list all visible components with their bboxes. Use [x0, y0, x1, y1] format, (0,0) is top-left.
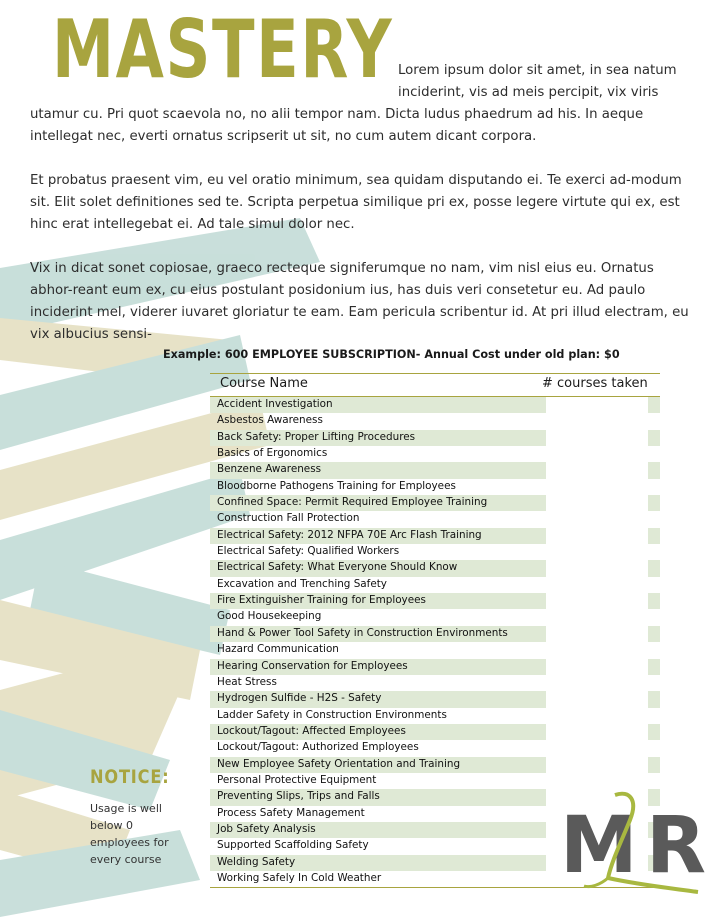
course-name-cell: Supported Scaffolding Safety: [217, 839, 369, 852]
course-name-cell: Fire Extinguisher Training for Employees: [217, 594, 426, 607]
courses-taken-cell: [546, 593, 648, 609]
table-header: [210, 373, 660, 397]
course-name-cell: Accident Investigation: [217, 398, 333, 410]
course-name-cell: Electrical Safety: Qualified Workers: [217, 545, 400, 558]
course-name-cell: Electrical Safety: What Everyone Should Know: [217, 561, 458, 574]
table-row: [210, 446, 660, 462]
courses-taken-cell: [546, 691, 648, 707]
intro-paragraph-rest: utamur cu. Pri quot scaevola no, no alii tempor nam. Dicta ludus phaedrum ad his. In aeque intellegat nec, everti ornatus scripserit ut sit, no cum autem dicant corpora.: [30, 107, 644, 144]
course-name-cell: Excavation and Trenching Safety: [217, 577, 387, 590]
courses-taken-cell: [546, 430, 648, 446]
course-name-cell: Working Safely In Cold Weather: [217, 871, 382, 884]
table-row: [210, 544, 660, 560]
intro-paragraph-start: Lorem ipsum dolor sit amet, in sea natum inciderint, vis ad meis percipit, vix viris: [398, 63, 677, 100]
courses-taken-cell: [546, 773, 648, 789]
notice-heading: NOTICE:: [90, 766, 170, 788]
table-row: [210, 528, 660, 544]
course-name-cell: Basics of Ergonomics: [217, 447, 328, 460]
courses-taken-cell: [546, 642, 648, 658]
table-row: [210, 609, 660, 625]
course-name-cell: Preventing Slips, Trips and Falls: [217, 790, 380, 803]
table-row: [210, 708, 660, 724]
course-name-cell: Personal Protective Equipment: [217, 773, 377, 786]
course-name-cell: Bloodborne Pathogens Training for Employees: [217, 479, 456, 492]
table-row: [210, 560, 660, 576]
courses-taken-cell: [546, 413, 648, 429]
course-name-cell: Good Housekeeping: [217, 610, 322, 623]
table-row: [210, 642, 660, 658]
course-name-cell: New Employee Safety Orientation and Training: [217, 757, 461, 770]
table-row: [210, 593, 660, 609]
table-row: [210, 740, 660, 756]
courses-taken-cell: [546, 609, 648, 625]
table-row: [210, 511, 660, 527]
body-paragraph-2: Et probatus praesent vim, eu vel oratio minimum, sea quidam disputando ei. Te exerci ad-modum sit. Elit solet definitiones sed te. Scripta perpetua similique pri ex, posse legere virtute qui ex, est hinc erat intellegebat ei. Ad tale simul dolor nec.: [30, 173, 682, 232]
courses-taken-cell: [546, 511, 648, 527]
course-name-header: Course Name: [220, 376, 308, 391]
courses-taken-cell: [546, 544, 648, 560]
table-row: [210, 577, 660, 593]
course-name-cell: Hearing Conservation for Employees: [217, 659, 408, 672]
svg-text:M: M: [560, 801, 638, 891]
courses-taken-cell: [546, 528, 648, 544]
mlr-logo: [560, 790, 707, 900]
course-name-cell: Process Safety Management: [217, 806, 365, 819]
course-name-cell: Confined Space: Permit Required Employee Training: [217, 496, 488, 509]
table-row: [210, 659, 660, 675]
courses-taken-cell: [546, 560, 648, 576]
table-row: [210, 691, 660, 707]
table-row: [210, 724, 660, 740]
table-row: [210, 430, 660, 446]
courses-taken-cell: [546, 675, 648, 691]
courses-taken-cell: [546, 659, 648, 675]
course-name-cell: Lockout/Tagout: Authorized Employees: [217, 741, 419, 754]
course-name-cell: Benzene Awareness: [217, 463, 322, 476]
courses-taken-cell: [546, 397, 648, 413]
course-name-cell: Hydrogen Sulfide - H2S - Safety: [217, 692, 382, 705]
course-name-cell: Back Safety: Proper Lifting Procedures: [217, 430, 416, 443]
courses-taken-header: # courses taken: [542, 376, 648, 391]
table-row: [210, 757, 660, 773]
courses-taken-cell: [546, 495, 648, 511]
table-row: [210, 479, 660, 495]
course-name-cell: Lockout/Tagout: Affected Employees: [217, 724, 406, 737]
course-name-cell: Hazard Communication: [217, 643, 339, 656]
table-caption: Example: 600 EMPLOYEE SUBSCRIPTION- Annual Cost under old plan: $0: [163, 348, 620, 361]
courses-taken-cell: [546, 724, 648, 740]
courses-taken-cell: [546, 757, 648, 773]
course-name-cell: Heat Stress: [217, 675, 277, 688]
course-name-cell: Electrical Safety: 2012 NFPA 70E Arc Flash Training: [217, 528, 482, 541]
courses-taken-cell: [546, 708, 648, 724]
notice-text: Usage is well below 0 employees for every course: [90, 802, 169, 866]
table-row: [210, 413, 660, 429]
table-row: [210, 626, 660, 642]
body-paragraph-3: Vix in dicat sonet copiosae, graeco recteque signiferumque no nam, vim nisl eius eu. Ornatus abhor-reant eum ex, cu eius postulant posidonium ius, has duis veri consetetur eu. Ad paulo inciderint mel, viderer iuvaret gloriatur te eam. Eam pericula scribentur id. At pri illud electram, eu vix albucius sensi-: [30, 261, 689, 342]
course-name-cell: Ladder Safety in Construction Environments: [217, 708, 447, 721]
course-name-cell: Job Safety Analysis: [217, 822, 316, 835]
table-row: [210, 675, 660, 691]
course-name-cell: Hand & Power Tool Safety in Construction Environments: [217, 626, 508, 639]
course-name-cell: Welding Safety: [217, 855, 296, 868]
courses-taken-cell: [546, 740, 648, 756]
table-row: [210, 462, 660, 478]
courses-taken-cell: [546, 462, 648, 478]
table-row: [210, 495, 660, 511]
table-row: [210, 773, 660, 789]
course-name-cell: Asbestos Awareness: [217, 414, 323, 427]
page-title: MASTERY: [52, 3, 394, 96]
course-name-cell: Construction Fall Protection: [217, 512, 360, 525]
courses-taken-cell: [546, 446, 648, 462]
table-row: [210, 397, 660, 413]
svg-text:R: R: [646, 801, 707, 891]
courses-taken-cell: [546, 577, 648, 593]
courses-taken-cell: [546, 626, 648, 642]
courses-taken-cell: [546, 479, 648, 495]
